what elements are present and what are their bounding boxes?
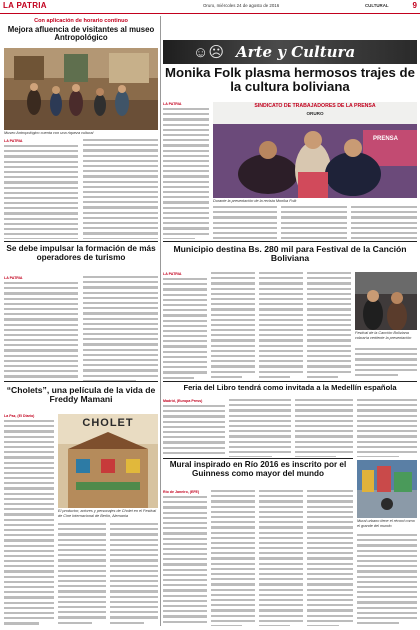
municipio-text-col3 (259, 272, 303, 380)
mural-text-col5 (357, 534, 417, 626)
municipio-text-col4 (307, 272, 351, 380)
museum-photo (4, 48, 158, 130)
mural-text-col3 (259, 490, 303, 626)
mural-text-col4 (307, 490, 353, 626)
cholet-poster-title: CHOLET (82, 417, 134, 429)
column-divider (160, 16, 161, 626)
feria-text-col4 (357, 399, 417, 457)
cholets-text-col1 (4, 414, 54, 626)
museum-text-col1 (4, 139, 78, 239)
arte-y-cultura-banner (163, 40, 417, 64)
municipio-headline: Municipio destina Bs. 280 mil para Festival de la Canción Boliviana (173, 245, 407, 264)
municipio-text-col2 (211, 272, 255, 380)
divider (4, 241, 158, 242)
monika-photo-sign-city: ORURO (306, 111, 324, 116)
museum-headline: Mejora afluencia de visitantes al museo Antropológico (7, 25, 155, 43)
turismo-headline: Se debe impulsar la formación de más operadores de turismo (6, 245, 156, 262)
divider (163, 458, 353, 459)
monika-text-col4 (351, 206, 417, 239)
municipio-text-col5 (355, 348, 417, 380)
mural-heading (163, 461, 353, 487)
museum-heading (4, 18, 158, 46)
museum-photo-image (4, 48, 158, 130)
museum-kicker: Con aplicación de horario continuo (34, 18, 128, 24)
turismo-tag: LA PATRIA (4, 276, 23, 280)
mural-text-col1 (163, 490, 207, 626)
monika-text-col3 (281, 206, 347, 239)
mural-headline: Mural inspirado en Río 2016 es inscrito por el Guinness como mayor del mundo (169, 461, 347, 478)
feria-headline: Feria del Libro tendrá como invitada a la Medellín española (183, 384, 397, 392)
dateline: Oruro, miércoles 24 de agosto de 2016 (203, 3, 280, 8)
newspaper-brand: LA PATRIA (3, 1, 47, 10)
feria-heading (163, 384, 417, 397)
monika-headline: Monika Folk plasma hermosos trajes de la cultura boliviana (165, 66, 415, 94)
monika-caption: Durante la presentación de la revista Monika Folk (213, 199, 297, 203)
cholets-heading (4, 386, 158, 412)
cholet-caption: El productor, actores y personajes de Cholet en el Festival de Cine Internacional de Berlín, Alemania (58, 509, 157, 518)
banner-title: Arte y Cultura (236, 43, 356, 61)
page-number: 9 (412, 1, 417, 10)
feria-text-col2 (229, 399, 291, 457)
monika-heading (163, 66, 417, 102)
municipio-tag: LA PATRIA (163, 272, 182, 276)
monika-tag: LA PATRIA (163, 102, 182, 106)
monika-photo-sign-prensa: PRENSA (373, 136, 399, 142)
section-label: CULTURAL (365, 3, 389, 8)
cholets-tag: La Paz, (El Diario) (4, 414, 35, 418)
divider (4, 381, 158, 382)
feria-text-col3 (295, 399, 353, 457)
mural-caption: Mural urbano tiene el récord como el grande del mundo (357, 519, 415, 528)
mural-photo-image (357, 460, 417, 518)
mural-text-col2 (211, 490, 255, 626)
municipio-heading (163, 245, 417, 269)
feria-tag: Madrid, (Europa Press) (163, 399, 203, 403)
festival-photo-image (355, 272, 417, 330)
mural-tag: Río de Janeiro, (EFE) (163, 490, 200, 494)
municipio-text-col1 (163, 272, 207, 380)
turismo-text-col1 (4, 276, 78, 381)
theater-masks-icon: ☺☹ (193, 45, 224, 61)
monika-text-col2 (213, 206, 277, 239)
monika-text-col1 (163, 102, 209, 239)
museum-text-col2 (83, 139, 158, 239)
divider (163, 381, 417, 382)
divider (163, 241, 417, 242)
cholets-text-col2 (58, 523, 106, 626)
cholets-headline: “Cholets”, una película de la vida de Freddy Mamani (6, 386, 156, 405)
turismo-text-col2 (83, 276, 158, 381)
museum-caption: Museo Antropológico cuenta con una riqueza cultural (4, 131, 94, 135)
museum-tag: LA PATRIA (4, 139, 23, 143)
monika-photo-image (213, 102, 417, 198)
festival-caption: Festival de la Canción Boliviana cobraría vertiente la presentación (355, 331, 412, 340)
mural-photo (357, 460, 417, 518)
masthead (0, 0, 420, 14)
monika-photo (213, 102, 417, 198)
turismo-heading (4, 245, 158, 273)
cholets-text-col3 (110, 523, 158, 626)
monika-photo-sign: SINDICATO DE TRABAJADORES DE LA PRENSA (254, 103, 376, 109)
feria-text-col1 (163, 399, 225, 457)
cholet-poster (58, 414, 158, 508)
festival-photo (355, 272, 417, 330)
